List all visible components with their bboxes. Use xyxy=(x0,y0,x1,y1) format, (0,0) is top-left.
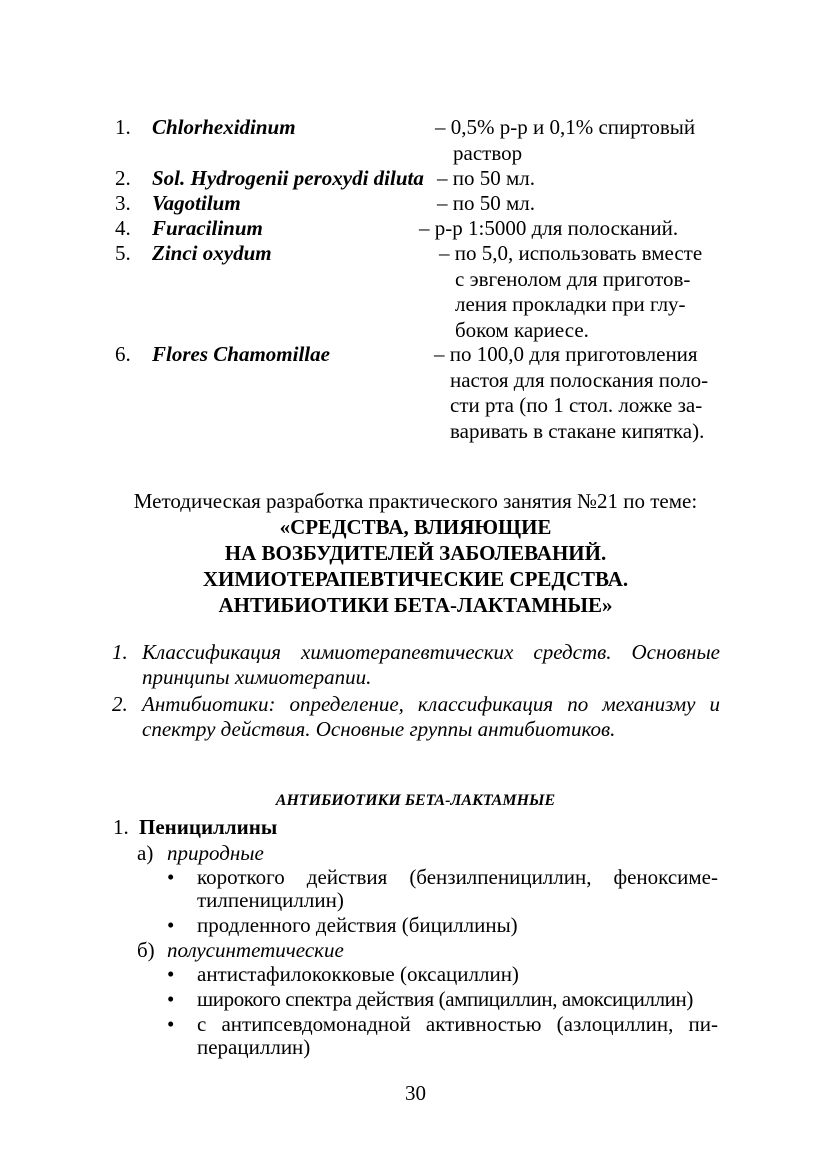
category-heading xyxy=(113,815,277,840)
drug-instruction xyxy=(435,115,695,166)
category-name: Пенициллины xyxy=(139,815,278,839)
list-item xyxy=(167,988,718,1011)
subgroup-label: б) xyxy=(137,938,155,962)
question-item xyxy=(112,692,720,742)
title-line: «СРЕДСТВА, ВЛИЯЮЩИЕ xyxy=(279,515,552,539)
instruction-line: – 0,5% р-р и 0,1% спиртовый xyxy=(435,115,696,139)
question-number: 2. xyxy=(112,692,128,716)
bullet-icon: • xyxy=(167,865,175,889)
title-line: АНТИБИОТИКИ БЕТА-ЛАКТАМНЫЕ» xyxy=(218,593,613,617)
drug-name: Chlorhexidinum xyxy=(152,115,296,139)
bullet-icon: • xyxy=(167,987,175,1011)
title-line: НА ВОЗБУДИТЕЛЕЙ ЗАБОЛЕВАНИЙ. xyxy=(224,541,607,565)
prescription-number: 4. xyxy=(115,216,131,240)
page-number: 30 xyxy=(405,1081,426,1105)
instruction-line: ления прокладки при глу- xyxy=(455,292,686,316)
list-item-text: продленного действия (бициллины) xyxy=(197,913,518,937)
instruction-line: – по 100,0 для приготовления xyxy=(434,342,698,366)
list-item-text: антистафилококковые (оксациллин) xyxy=(197,962,519,986)
prescription-number: 2. xyxy=(115,166,131,190)
lesson-title xyxy=(0,514,831,618)
list-item xyxy=(167,1013,718,1059)
drug-instruction xyxy=(437,191,535,217)
prescription-number: 3. xyxy=(115,191,131,215)
subgroup-label: а) xyxy=(137,841,154,865)
subgroup-heading xyxy=(137,938,344,963)
question-item xyxy=(112,640,720,690)
prescription-number: 5. xyxy=(115,241,131,265)
question-list xyxy=(112,640,720,742)
instruction-line: с эвгенолом для приготов- xyxy=(455,266,691,291)
drug-instruction xyxy=(419,216,678,242)
bullet-icon: • xyxy=(167,962,175,986)
lesson-intro: Методическая разработка практического занятия №21 по теме: xyxy=(133,489,698,513)
instruction-line: сти рта (по 1 стол. ложке за- xyxy=(450,393,703,417)
subgroup-name: природные xyxy=(167,841,264,865)
prescription-number: 1. xyxy=(115,115,131,139)
instruction-line: раствор xyxy=(453,140,523,165)
drug-name: Zinci oxydum xyxy=(152,241,272,265)
question-number: 1. xyxy=(112,640,128,664)
bullet-icon: • xyxy=(167,1012,175,1036)
section-heading: АНТИБИОТИКИ БЕТА-ЛАКТАМНЫЕ xyxy=(275,792,556,809)
list-item-text: широкого спектра действия (ампициллин, амоксициллин) xyxy=(197,987,693,1011)
instruction-line: – р-р 1:5000 для полосканий. xyxy=(419,216,679,240)
instruction-line: – по 50 мл. xyxy=(437,191,536,215)
instruction-line: варивать в стакане кипятка). xyxy=(450,418,705,443)
drug-instruction xyxy=(439,241,702,343)
bullet-icon: • xyxy=(167,913,175,937)
list-item-text: с антипсевдомонадной активностью (азлоциллин, пи-перациллин) xyxy=(197,1012,718,1059)
subgroup-heading xyxy=(137,841,264,866)
drug-name: Vagotilum xyxy=(152,191,241,215)
list-item xyxy=(167,914,718,937)
subgroup-name: полусинтетические xyxy=(167,938,344,962)
drug-name: Flores Chamomillae xyxy=(152,342,330,366)
drug-instruction xyxy=(434,342,708,444)
instruction-line: – по 50 мл. xyxy=(437,166,536,190)
list-item xyxy=(167,963,718,986)
drug-name: Sol. Hydrogenii peroxydi diluta xyxy=(152,166,424,190)
prescription-number: 6. xyxy=(115,342,131,366)
instruction-line: – по 5,0, использовать вместе xyxy=(439,241,703,265)
list-item xyxy=(167,866,718,912)
question-text: Антибиотики: определение, классификация по механизму и спектру действия. Основные группы антибиотиков. xyxy=(142,692,720,741)
question-text: Классификация химиотерапевтических средств. Основные принципы химиотерапии. xyxy=(142,640,720,689)
instruction-line: настоя для полоскания поло- xyxy=(450,367,709,392)
title-line: ХИМИОТЕРАПЕВТИЧЕСКИЕ СРЕДСТВА. xyxy=(202,567,629,591)
category-number: 1. xyxy=(113,815,129,839)
drug-instruction xyxy=(437,166,535,192)
instruction-line: боком кариесе. xyxy=(455,317,589,342)
drug-name: Furacilinum xyxy=(152,216,263,240)
list-item-text: короткого действия (бензилпенициллин, феноксиме-тилпенициллин) xyxy=(197,865,718,912)
